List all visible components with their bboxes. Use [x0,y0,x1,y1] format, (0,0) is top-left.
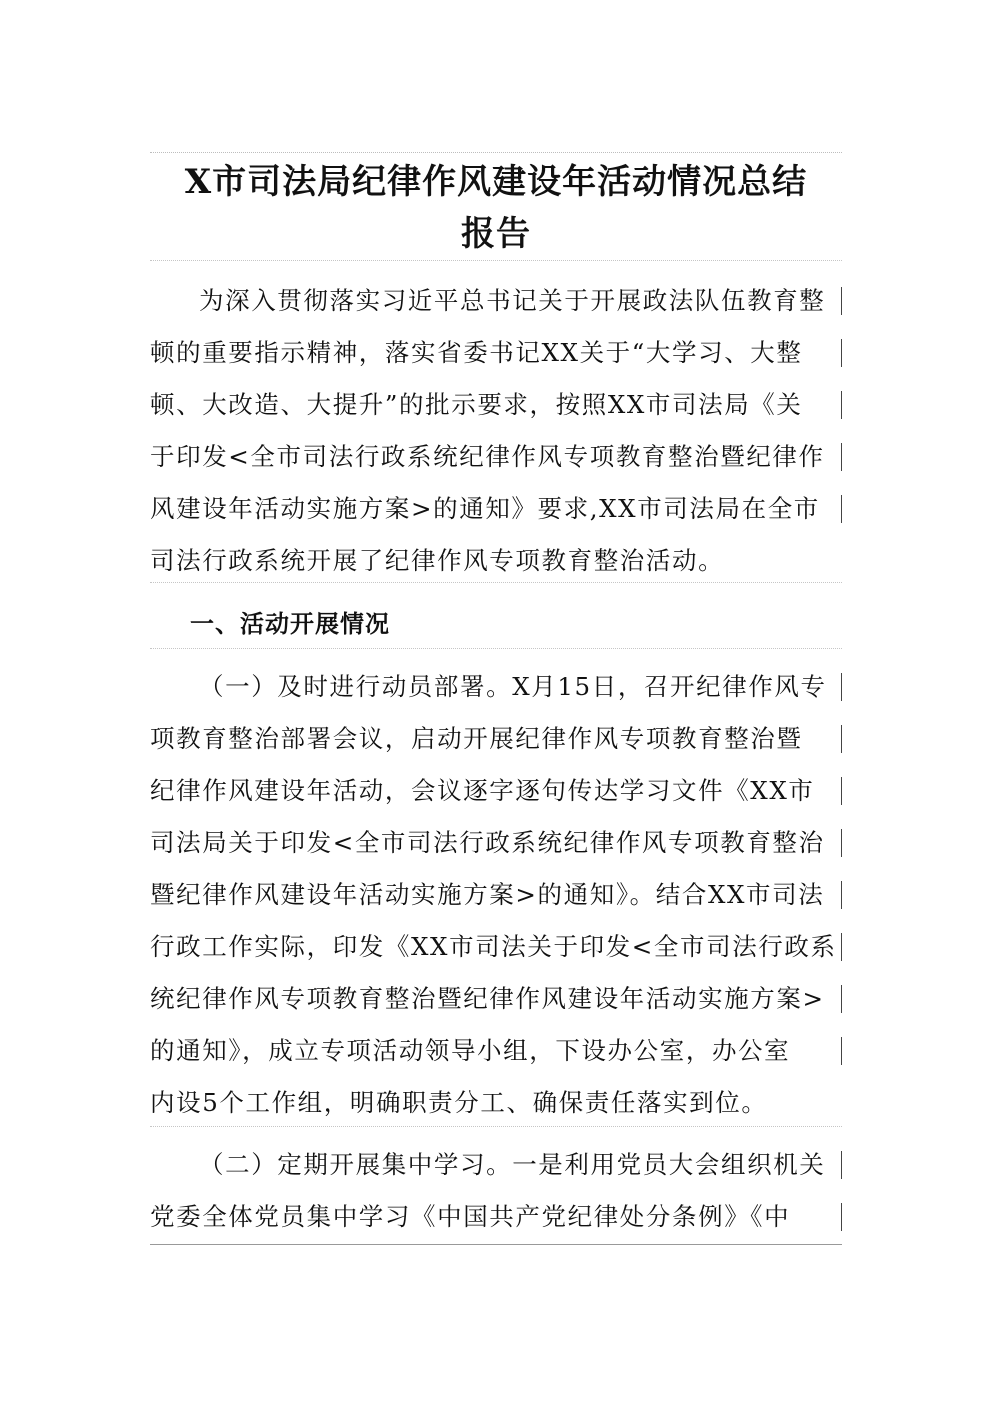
paragraph-line: 项教育整治部署会议，启动开展纪律作风专项教育整治暨 [150,713,842,765]
paragraph-line: 内设5个工作组，明确职责分工、确保责任落实到位。 [150,1088,768,1117]
intro-paragraph [150,275,842,587]
paragraph-line: 顿的重要指示精神，落实省委书记XX关于“大学习、大整 [150,327,842,379]
paragraph-line: 纪律作风建设年活动，会议逐字逐句传达学习文件《XX市 [150,765,842,817]
title-line-2: 报告 [461,214,531,254]
paragraph-line: 的通知》，成立专项活动领导小组，下设办公室，办公室 [150,1025,842,1077]
paragraph-line: 司法行政系统开展了纪律作风专项教育整治活动。 [150,546,725,575]
paragraph-line: 为深入贯彻落实习近平总书记关于开展政法队伍教育整 [150,275,842,327]
paragraph-divider [150,1126,842,1127]
paragraph-line: 暨纪律作风建设年活动实施方案>的通知》。结合XX市司法 [150,869,842,921]
top-divider [150,152,842,153]
paragraph-line: 党委全体党员集中学习《中国共产党纪律处分条例》《中 [150,1191,842,1243]
heading-divider [150,648,842,649]
section-paragraph-2 [150,1139,842,1243]
paragraph-line: 于印发<全市司法行政系统纪律作风专项教育整治暨纪律作 [150,431,842,483]
section-paragraph-1 [150,661,842,1129]
page-bottom-divider [150,1244,842,1245]
section-heading: 一、活动开展情况 [190,610,390,638]
document-title [150,156,842,260]
paragraph-line: 行政工作实际，印发《XX市司法关于印发<全市司法行政系 [150,921,842,973]
paragraph-divider [150,582,842,583]
paragraph-line: 统纪律作风专项教育整治暨纪律作风建设年活动实施方案> [150,973,842,1025]
title-line-1: X市司法局纪律作风建设年活动情况总结 [184,162,808,202]
document-page [150,152,842,1246]
paragraph-line: 风建设年活动实施方案>的通知》要求,XX市司法局在全市 [150,483,842,535]
paragraph-line: （一）及时进行动员部署。X月15日，召开纪律作风专 [150,661,842,713]
paragraph-line: 顿、大改造、大提升”的批示要求，按照XX市司法局《关 [150,379,842,431]
paragraph-line: 司法局关于印发<全市司法行政系统纪律作风专项教育整治 [150,817,842,869]
title-divider [150,260,842,261]
paragraph-line: （二）定期开展集中学习。一是利用党员大会组织机关 [150,1139,842,1191]
